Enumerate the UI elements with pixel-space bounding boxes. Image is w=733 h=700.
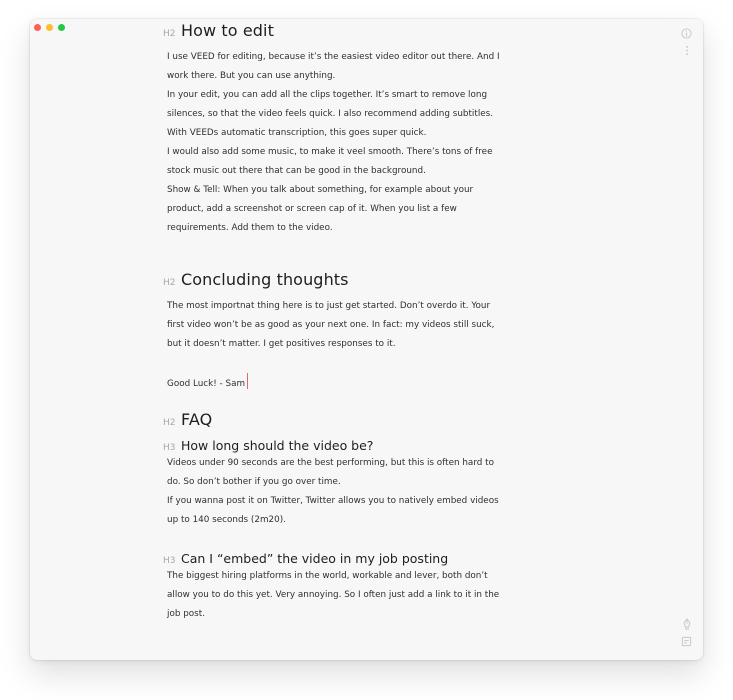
info-icon[interactable] bbox=[681, 28, 692, 39]
editor-window bbox=[30, 19, 703, 660]
text-line: silences, so that the video feels quick. I also recommend adding subtitles. bbox=[167, 109, 494, 119]
text-line: With VEEDs automatic transcription, this goes super quick. bbox=[167, 128, 427, 138]
text-line: work there. But you can use anything. bbox=[167, 71, 336, 81]
text-line: product, add a screenshot or screen cap of it. When you list a few bbox=[167, 204, 457, 214]
text-line: stock music out there that can be good in the background. bbox=[167, 166, 426, 176]
text-line: If you wanna post it on Twitter, Twitter allows you to natively embed videos bbox=[167, 496, 499, 506]
zoom-button[interactable] bbox=[58, 24, 65, 31]
heading-text: Concluding thoughts bbox=[181, 270, 349, 289]
text-line: first video won’t be as good as your next one. In fact: my videos still suck, bbox=[167, 320, 495, 330]
section-heading-concluding-thoughts[interactable] bbox=[163, 270, 563, 289]
section-heading-how-to-edit[interactable] bbox=[163, 21, 563, 40]
text-line: up to 140 seconds (2m20). bbox=[167, 515, 286, 525]
text-line: The biggest hiring platforms in the world, workable and lever, both don’t bbox=[167, 571, 488, 581]
document-body[interactable] bbox=[163, 19, 563, 624]
faq-answer-video-length[interactable] bbox=[167, 454, 563, 530]
how-to-edit-paragraph[interactable] bbox=[167, 48, 563, 238]
heading-level-marker: H3 bbox=[163, 443, 176, 453]
heading-level-marker: H2 bbox=[163, 278, 176, 288]
heading-text: How to edit bbox=[181, 21, 274, 40]
text-line: requirements. Add them to the video. bbox=[167, 223, 333, 233]
traffic-lights bbox=[34, 24, 65, 31]
signoff-text: Good Luck! - Sam bbox=[167, 379, 246, 389]
pen-icon[interactable] bbox=[682, 618, 692, 630]
subheading-video-length[interactable] bbox=[163, 438, 563, 453]
subheading-embed-video[interactable] bbox=[163, 551, 563, 566]
text-line: job post. bbox=[167, 609, 206, 619]
heading-level-marker: H2 bbox=[163, 418, 176, 428]
text-line: I use VEED for editing, because it’s the easiest video editor out there. And I bbox=[167, 52, 500, 62]
text-line: The most importnat thing here is to just get started. Don’t overdo it. Your bbox=[167, 301, 491, 311]
more-vertical-icon[interactable] bbox=[685, 45, 689, 56]
text-line: Videos under 90 seconds are the best performing, but this is often hard to bbox=[167, 458, 495, 468]
text-line: but it doesn’t matter. I get positives responses to it. bbox=[167, 339, 396, 349]
bottom-right-toolbar bbox=[681, 618, 692, 647]
close-button[interactable] bbox=[34, 24, 41, 31]
text-line: do. So don’t bother if you go over time. bbox=[167, 477, 341, 487]
note-icon[interactable] bbox=[681, 636, 692, 647]
heading-text: How long should the video be? bbox=[181, 438, 374, 453]
heading-level-marker: H2 bbox=[163, 29, 176, 39]
text-cursor bbox=[247, 373, 248, 389]
heading-text: FAQ bbox=[181, 410, 213, 429]
top-right-toolbar bbox=[681, 28, 692, 56]
text-line: I would also add some music, to make it veel smooth. There’s tons of free bbox=[167, 147, 493, 157]
section-heading-faq[interactable] bbox=[163, 410, 563, 429]
minimize-button[interactable] bbox=[46, 24, 53, 31]
text-line: allow you to do this yet. Very annoying. So I often just add a link to it in the bbox=[167, 590, 500, 600]
faq-answer-embed-video[interactable] bbox=[167, 567, 563, 624]
heading-level-marker: H3 bbox=[163, 556, 176, 566]
text-line: Show & Tell: When you talk about something, for example about your bbox=[167, 185, 474, 195]
heading-text: Can I “embed” the video in my job posting bbox=[181, 551, 449, 566]
signoff-paragraph[interactable] bbox=[167, 373, 563, 392]
text-line: In your edit, you can add all the clips together. It’s smart to remove long bbox=[167, 90, 488, 100]
text-line bbox=[167, 373, 563, 392]
concluding-paragraph[interactable] bbox=[167, 297, 563, 354]
